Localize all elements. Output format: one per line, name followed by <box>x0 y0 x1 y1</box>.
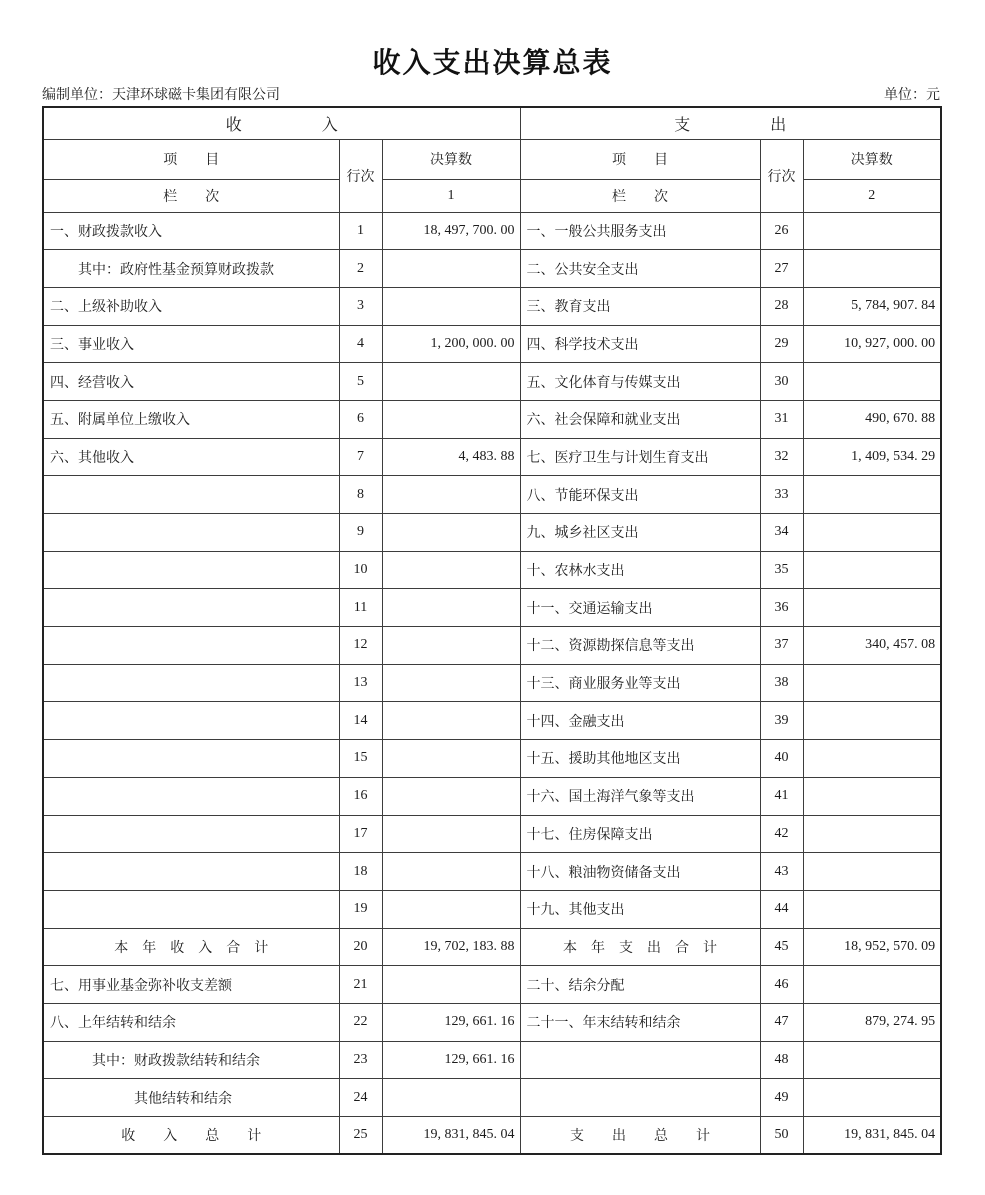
item-cell-income: 三、事业收入 <box>43 325 339 363</box>
line-no-cell-income: 13 <box>339 664 382 702</box>
line-no-cell-expense: 27 <box>760 250 803 288</box>
item-cell-income: 六、其他收入 <box>43 438 339 476</box>
item-cell-expense: 十四、金融支出 <box>520 702 760 740</box>
line-no-cell-expense: 41 <box>760 777 803 815</box>
line-no-cell-income: 25 <box>339 1117 382 1155</box>
expense-amount-column-header: 决算数 <box>803 139 941 179</box>
table-row <box>43 212 941 250</box>
amount-cell-expense <box>803 740 941 778</box>
amount-cell-income <box>382 1079 520 1117</box>
item-cell-expense: 十一、交通运输支出 <box>520 589 760 627</box>
expense-item-column-header: 项 目 <box>520 139 760 179</box>
table-row <box>43 1117 941 1155</box>
line-no-cell-expense: 34 <box>760 514 803 552</box>
amount-cell-expense: 1, 409, 534. 29 <box>803 438 941 476</box>
item-cell-expense: 二、公共安全支出 <box>520 250 760 288</box>
table-row <box>43 363 941 401</box>
item-cell-expense: 十九、其他支出 <box>520 890 760 928</box>
item-cell-income: 一、财政拨款收入 <box>43 212 339 250</box>
line-no-cell-expense: 32 <box>760 438 803 476</box>
line-no-cell-income: 17 <box>339 815 382 853</box>
amount-cell-expense <box>803 589 941 627</box>
amount-cell-expense: 490, 670. 88 <box>803 400 941 438</box>
table-row <box>43 966 941 1004</box>
table-row <box>43 1079 941 1117</box>
expense-column-index: 2 <box>803 179 941 212</box>
amount-cell-income <box>382 664 520 702</box>
line-no-cell-expense: 48 <box>760 1041 803 1079</box>
amount-cell-expense <box>803 1041 941 1079</box>
amount-cell-income <box>382 966 520 1004</box>
line-no-cell-expense: 44 <box>760 890 803 928</box>
amount-cell-expense <box>803 551 941 589</box>
amount-cell-income <box>382 250 520 288</box>
meta-row <box>42 84 940 104</box>
line-no-cell-income: 16 <box>339 777 382 815</box>
item-cell-income <box>43 777 339 815</box>
item-cell-expense: 七、医疗卫生与计划生育支出 <box>520 438 760 476</box>
item-cell-income <box>43 702 339 740</box>
expense-line-column-header: 行次 <box>760 139 803 212</box>
item-cell-expense: 支 出 总 计 <box>520 1117 760 1155</box>
amount-cell-income <box>382 400 520 438</box>
amount-cell-expense <box>803 853 941 891</box>
amount-cell-income <box>382 702 520 740</box>
item-cell-income: 二、上级补助收入 <box>43 287 339 325</box>
prepared-by-label: 编制单位：天津环球磁卡集团有限公司 <box>42 88 280 103</box>
amount-cell-income <box>382 777 520 815</box>
table-row <box>43 627 941 665</box>
table-row <box>43 740 941 778</box>
amount-cell-income: 19, 702, 183. 88 <box>382 928 520 966</box>
amount-cell-expense: 879, 274. 95 <box>803 1003 941 1041</box>
table-row <box>43 476 941 514</box>
amount-cell-income <box>382 551 520 589</box>
amount-cell-income: 1, 200, 000. 00 <box>382 325 520 363</box>
line-no-cell-income: 7 <box>339 438 382 476</box>
line-no-cell-expense: 47 <box>760 1003 803 1041</box>
income-item-column-header: 项 目 <box>43 139 339 179</box>
line-no-cell-income: 6 <box>339 400 382 438</box>
line-no-cell-expense: 43 <box>760 853 803 891</box>
amount-cell-expense <box>803 815 941 853</box>
amount-cell-income <box>382 627 520 665</box>
line-no-cell-expense: 38 <box>760 664 803 702</box>
line-no-cell-income: 11 <box>339 589 382 627</box>
item-cell-expense <box>520 1041 760 1079</box>
line-no-cell-expense: 50 <box>760 1117 803 1155</box>
item-cell-expense <box>520 1079 760 1117</box>
item-cell-expense: 十八、粮油物资储备支出 <box>520 853 760 891</box>
amount-cell-income <box>382 740 520 778</box>
amount-cell-expense <box>803 476 941 514</box>
amount-cell-income <box>382 890 520 928</box>
line-no-cell-expense: 33 <box>760 476 803 514</box>
item-cell-expense: 八、节能环保支出 <box>520 476 760 514</box>
line-no-cell-income: 9 <box>339 514 382 552</box>
item-cell-income: 五、附属单位上缴收入 <box>43 400 339 438</box>
page-title: 收入支出决算总表 <box>372 48 613 79</box>
amount-cell-income: 129, 661. 16 <box>382 1041 520 1079</box>
item-cell-income <box>43 853 339 891</box>
item-cell-income <box>43 514 339 552</box>
line-no-cell-income: 20 <box>339 928 382 966</box>
item-cell-income: 四、经营收入 <box>43 363 339 401</box>
amount-cell-expense: 18, 952, 570. 09 <box>803 928 941 966</box>
line-no-cell-expense: 37 <box>760 627 803 665</box>
table-row <box>43 400 941 438</box>
line-no-cell-income: 12 <box>339 627 382 665</box>
amount-cell-expense <box>803 514 941 552</box>
line-no-cell-expense: 26 <box>760 212 803 250</box>
expense-rank-header: 栏 次 <box>520 179 760 212</box>
line-no-cell-income: 21 <box>339 966 382 1004</box>
item-cell-income: 本 年 收 入 合 计 <box>43 928 339 966</box>
amount-cell-expense <box>803 1079 941 1117</box>
item-cell-income <box>43 476 339 514</box>
item-cell-expense: 十七、住房保障支出 <box>520 815 760 853</box>
line-no-cell-expense: 36 <box>760 589 803 627</box>
unit-label: 单位：元 <box>884 88 940 103</box>
item-cell-expense: 十六、国土海洋气象等支出 <box>520 777 760 815</box>
column-header-row <box>43 139 941 179</box>
item-cell-income: 其他结转和结余 <box>43 1079 339 1117</box>
table-row <box>43 1041 941 1079</box>
amount-cell-income <box>382 363 520 401</box>
item-cell-expense: 六、社会保障和就业支出 <box>520 400 760 438</box>
amount-cell-income <box>382 853 520 891</box>
line-no-cell-income: 15 <box>339 740 382 778</box>
item-cell-income: 七、用事业基金弥补收支差额 <box>43 966 339 1004</box>
amount-cell-income: 18, 497, 700. 00 <box>382 212 520 250</box>
item-cell-income <box>43 815 339 853</box>
amount-cell-income <box>382 815 520 853</box>
table-row <box>43 664 941 702</box>
table-row <box>43 438 941 476</box>
item-cell-income: 收 入 总 计 <box>43 1117 339 1155</box>
line-no-cell-income: 19 <box>339 890 382 928</box>
amount-cell-income: 19, 831, 845. 04 <box>382 1117 520 1155</box>
item-cell-income: 八、上年结转和结余 <box>43 1003 339 1041</box>
amount-cell-income: 4, 483. 88 <box>382 438 520 476</box>
income-line-column-header: 行次 <box>339 139 382 212</box>
table-row <box>43 815 941 853</box>
item-cell-income: 其中：政府性基金预算财政拨款 <box>43 250 339 288</box>
item-cell-income <box>43 627 339 665</box>
income-column-index: 1 <box>382 179 520 212</box>
table-row <box>43 589 941 627</box>
item-cell-income: 其中：财政拨款结转和结余 <box>43 1041 339 1079</box>
line-no-cell-income: 23 <box>339 1041 382 1079</box>
table-row <box>43 250 941 288</box>
table-row <box>43 928 941 966</box>
table-row <box>43 287 941 325</box>
line-no-cell-income: 24 <box>339 1079 382 1117</box>
amount-cell-income <box>382 589 520 627</box>
line-no-cell-expense: 29 <box>760 325 803 363</box>
amount-cell-expense <box>803 777 941 815</box>
line-no-cell-expense: 39 <box>760 702 803 740</box>
line-no-cell-income: 10 <box>339 551 382 589</box>
item-cell-expense: 二十一、年末结转和结余 <box>520 1003 760 1041</box>
amount-cell-income <box>382 514 520 552</box>
amount-cell-expense <box>803 363 941 401</box>
table-body <box>43 212 941 1154</box>
amount-cell-expense <box>803 664 941 702</box>
table-row <box>43 853 941 891</box>
line-no-cell-income: 22 <box>339 1003 382 1041</box>
line-no-cell-income: 4 <box>339 325 382 363</box>
amount-cell-income <box>382 287 520 325</box>
line-no-cell-income: 18 <box>339 853 382 891</box>
amount-cell-expense: 10, 927, 000. 00 <box>803 325 941 363</box>
amount-cell-expense: 19, 831, 845. 04 <box>803 1117 941 1155</box>
income-rank-header: 栏 次 <box>43 179 339 212</box>
item-cell-expense: 本 年 支 出 合 计 <box>520 928 760 966</box>
amount-cell-expense <box>803 702 941 740</box>
item-cell-expense: 一、一般公共服务支出 <box>520 212 760 250</box>
line-no-cell-expense: 31 <box>760 400 803 438</box>
table-row <box>43 777 941 815</box>
section-header-row <box>43 107 941 139</box>
item-cell-expense: 十五、援助其他地区支出 <box>520 740 760 778</box>
item-cell-expense: 十二、资源勘探信息等支出 <box>520 627 760 665</box>
line-no-cell-expense: 35 <box>760 551 803 589</box>
line-no-cell-income: 8 <box>339 476 382 514</box>
table-row <box>43 551 941 589</box>
line-no-cell-expense: 28 <box>760 287 803 325</box>
line-no-cell-income: 3 <box>339 287 382 325</box>
line-no-cell-income: 14 <box>339 702 382 740</box>
item-cell-expense: 五、文化体育与传媒支出 <box>520 363 760 401</box>
item-cell-income <box>43 664 339 702</box>
item-cell-expense: 二十、结余分配 <box>520 966 760 1004</box>
line-no-cell-income: 5 <box>339 363 382 401</box>
table-row <box>43 514 941 552</box>
line-no-cell-expense: 30 <box>760 363 803 401</box>
line-no-cell-expense: 45 <box>760 928 803 966</box>
item-cell-expense: 十、农林水支出 <box>520 551 760 589</box>
column-index-row <box>43 179 941 212</box>
item-cell-expense: 三、教育支出 <box>520 287 760 325</box>
amount-cell-income <box>382 476 520 514</box>
amount-cell-expense <box>803 890 941 928</box>
item-cell-expense: 四、科学技术支出 <box>520 325 760 363</box>
item-cell-income <box>43 890 339 928</box>
income-amount-column-header: 决算数 <box>382 139 520 179</box>
item-cell-expense: 十三、商业服务业等支出 <box>520 664 760 702</box>
table-row <box>43 1003 941 1041</box>
item-cell-income <box>43 589 339 627</box>
line-no-cell-income: 2 <box>339 250 382 288</box>
amount-cell-expense <box>803 966 941 1004</box>
amount-cell-expense <box>803 250 941 288</box>
line-no-cell-expense: 40 <box>760 740 803 778</box>
table-row <box>43 702 941 740</box>
expense-section-header: 支 出 <box>520 107 941 139</box>
amount-cell-expense <box>803 212 941 250</box>
income-section-header: 收 入 <box>43 107 520 139</box>
line-no-cell-expense: 42 <box>760 815 803 853</box>
accounts-table <box>42 106 942 1155</box>
item-cell-income <box>43 740 339 778</box>
item-cell-expense: 九、城乡社区支出 <box>520 514 760 552</box>
amount-cell-income: 129, 661. 16 <box>382 1003 520 1041</box>
table-row <box>43 890 941 928</box>
line-no-cell-income: 1 <box>339 212 382 250</box>
table-row <box>43 325 941 363</box>
line-no-cell-expense: 46 <box>760 966 803 1004</box>
amount-cell-expense: 5, 784, 907. 84 <box>803 287 941 325</box>
line-no-cell-expense: 49 <box>760 1079 803 1117</box>
amount-cell-expense: 340, 457. 08 <box>803 627 941 665</box>
item-cell-income <box>43 551 339 589</box>
